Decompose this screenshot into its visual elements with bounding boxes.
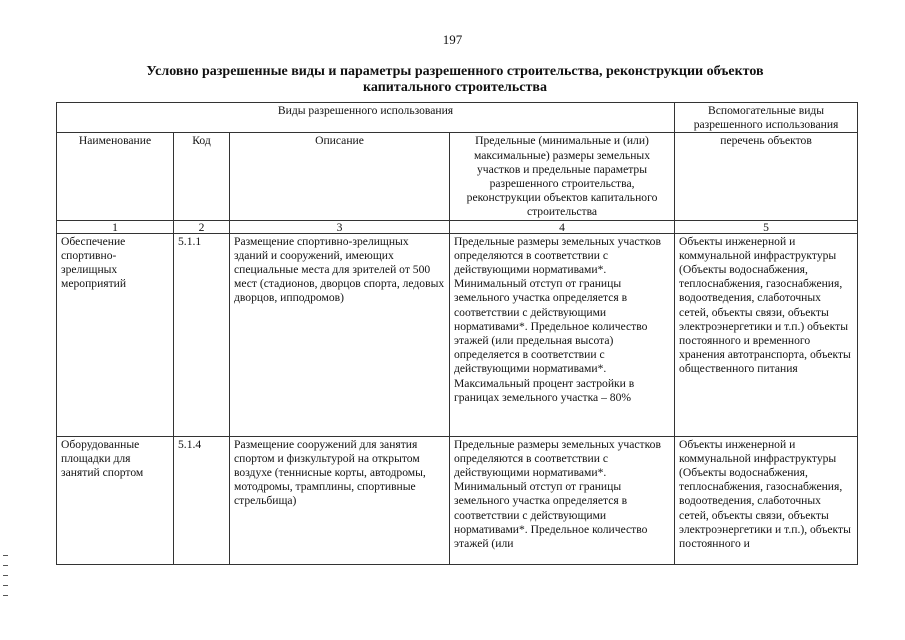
page-number: 197 bbox=[442, 32, 463, 47]
document-title: Условно разрешенные виды и параметры разрешенного строительства, реконструкции объектов капитального строительства bbox=[146, 64, 764, 95]
column-header-parameters: Предельные (минимальные и (или) максимальные) размеры земельных участков и предельные параметры разрешенного строительства, реконструкции объектов капитального строительства bbox=[450, 133, 675, 220]
column-number: 4 bbox=[450, 220, 675, 233]
scan-edge-marks bbox=[3, 555, 9, 615]
column-header-row bbox=[57, 133, 858, 220]
column-header-name: Наименование bbox=[57, 133, 174, 220]
column-number: 1 bbox=[57, 220, 174, 233]
group-header-row bbox=[57, 103, 858, 133]
column-number: 5 bbox=[675, 220, 858, 233]
row-name: Обеспечение спортивно-зрелищных мероприятий bbox=[57, 233, 174, 436]
row-auxiliary: Объекты инженерной и коммунальной инфраструктуры (Объекты водоснабжения, теплоснабжения, газоснабжения, водоотведения, слаботочных сетей, объекты связи, объекты электроэнергетики и т.п.) объекты постоянного и временного хранения автотранспорта, объекты общественного питания bbox=[675, 233, 858, 436]
row-description: Размещение сооружений для занятия спортом и физкультурой на открытом воздухе (теннисные корты, автодромы, мотодромы, трамплины, спортивные стрельбища) bbox=[230, 436, 450, 564]
row-name: Оборудованные площадки для занятий спортом bbox=[57, 436, 174, 564]
group-header-auxiliary: Вспомогательные виды разрешенного использования bbox=[675, 103, 858, 133]
row-parameters: Предельные размеры земельных участков определяются в соответствии с действующими нормативами*. Минимальный отступ от границы земельного участка определяется в соответствии с действующими нормативами*. Предельное количество этажей (или предельная высота) определяется в соответствии с действующими нормативами*. Максимальный процент застройки в границах земельного участка – 80% bbox=[450, 233, 675, 436]
row-parameters: Предельные размеры земельных участков определяются в соответствии с действующими нормативами*. Минимальный отступ от границы земельного участка определяется в соответствии с действующими нормативами*. Предельное количество этажей (или bbox=[450, 436, 675, 564]
column-header-code: Код bbox=[174, 133, 230, 220]
row-code: 5.1.4 bbox=[174, 436, 230, 564]
row-auxiliary: Объекты инженерной и коммунальной инфраструктуры (Объекты водоснабжения, теплоснабжения, газоснабжения, водоотведения, слаботочных сетей, объекты связи, объекты электроэнергетики и т.п.), объекты постоянного и bbox=[675, 436, 858, 564]
column-header-description: Описание bbox=[230, 133, 450, 220]
table-row bbox=[57, 436, 858, 564]
column-number: 3 bbox=[230, 220, 450, 233]
group-header-main: Виды разрешенного использования bbox=[57, 103, 675, 133]
row-description: Размещение спортивно-зрелищных зданий и сооружений, имеющих специальные места для зрителей от 500 мест (стадионов, дворцов спорта, ледовых дворцов, ипподромов) bbox=[230, 233, 450, 436]
column-number-row bbox=[57, 220, 858, 233]
table-row bbox=[57, 233, 858, 436]
land-use-table bbox=[56, 102, 858, 565]
column-header-objects: перечень объектов bbox=[675, 133, 858, 220]
column-number: 2 bbox=[174, 220, 230, 233]
row-code: 5.1.1 bbox=[174, 233, 230, 436]
